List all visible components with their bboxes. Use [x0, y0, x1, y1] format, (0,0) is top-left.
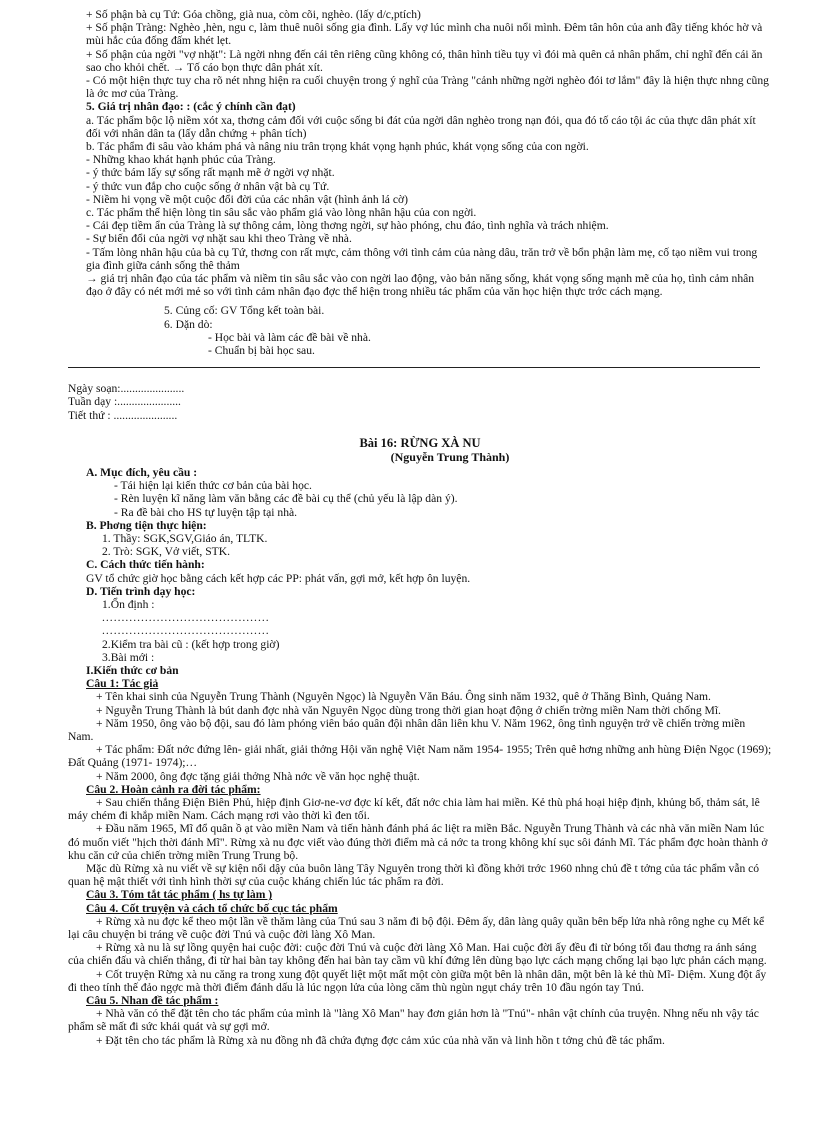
paragraph-line: - Niềm hi vọng về một cuộc đổi đời của các nhân vật (hình ảnh lá cờ): [86, 192, 408, 206]
paragraph-line: 1. Thầy: SGK,SGV,Giáo án, TLTK.: [102, 531, 268, 545]
paragraph-line: + Năm 2000, ông đợc tặng giải thởng Nhà nớc về văn học nghệ thuật.: [96, 769, 420, 783]
paragraph-line: - ý thức vun đắp cho cuộc sống ở nhân vật bà cụ Tứ.: [86, 179, 330, 193]
period-number: Tiết thứ : ......................: [68, 408, 178, 422]
lesson-plan-body: [68, 466, 772, 1047]
paragraph-line: - Có một hiện thực tuy cha rõ nét nhng hiện ra cuối chuyện trong ý nghĩ của Tràng "cảnh những ngời nghèo đói tơ lắm" đây là hiện thực nhng cũng là ớc mơ của Tràng.: [86, 74, 769, 101]
homework-item: - Chuẩn bị bài học sau.: [208, 344, 315, 358]
paragraph-line: b. Tác phẩm đi sâu vào khám phá và nâng niu trân trọng khát vọng hạnh phúc, khát vọng sống của con ngời.: [86, 140, 589, 154]
paragraph-line: - Những khao khát hạnh phúc của Tràng.: [86, 153, 276, 167]
paragraph-line: 2.Kiểm tra bài cũ : (kết hợp trong giờ): [102, 637, 280, 651]
paragraph-line: → giá trị nhân đạo của tác phẩm và niềm tin sâu sắc vào con ngời lao động, vào bản năng sống, khát vọng sống mạnh mẽ của họ, tình cảm nhân đạo ở đây có nét mới mẻ so với tình cảm nhân đạo đợc thể hiện trong nhiều tác phẩm của văn học hiện thực trớc cách mạng.: [86, 272, 755, 299]
paragraph-line: + Số phận của ngời "vợ nhặt": Là ngời nhng đến cái tên riêng cũng không có, thân hình tiều tụy vì đói mà quên cả nhân phẩm, chỉ nghĩ đến cái ăn sao cho khỏi chết. → Tố cáo bọn thực dân phát xít.: [86, 47, 763, 74]
paragraph-line: + Cốt truyện Rừng xà nu căng ra trong xung đột quyết liệt một mất một còn giữa một bên là nhân dân, một bên là kẻ thù Mĩ- Diệm. Xung đột ấy đi theo tính thế đảo ngợc mà thời điểm đánh dấu là lúc ngọn lửa của lòng căm thù ngùn ngụt cháy trên 10 đầu ngón tay Tnú.: [68, 967, 767, 994]
paragraph-line: - Cái đẹp tiềm ẩn của Tràng là sự thông cảm, lòng thơng ngời, sự hào phóng, chu đáo, tình nghĩa và trách nhiệm.: [86, 219, 609, 233]
teaching-week: Tuần dạy :......................: [68, 395, 181, 409]
paragraph-line: + Tác phẩm: Đất nớc đứng lên- giải nhất, giải thởng Hội văn nghệ Việt Nam năm 1954- 1955; Trên quê hơng những anh hùng Điện Ngọc (1969); Đất Quảng (1971- 1974);…: [68, 743, 772, 770]
paragraph-line: 1.Ổn định :: [102, 597, 155, 611]
homework-item: - Học bài và làm các đề bài về nhà.: [208, 330, 371, 344]
paragraph-line: Câu 5. Nhan đề tác phẩm :: [86, 994, 219, 1008]
paragraph-line: a. Tác phẩm bộc lộ niềm xót xa, thơng cảm đối với cuộc sống bi đát của ngời dân nghèo trong nạn đói, qua đó tố cáo tội ác của thực dân phát xít đối với nhân dân ta (lấy dẫn chứng + phân tích): [86, 113, 756, 140]
paragraph-line: C. Cách thức tiến hành:: [86, 558, 205, 572]
paragraph-line: Câu 3. Tóm tắt tác phẩm ( hs tự làm ): [86, 888, 273, 902]
paragraph-line: GV tổ chức giờ học bằng cách kết hợp các PP: phát vấn, gợi mở, kết hợp ôn luyện.: [86, 571, 471, 585]
paragraph-line: I.Kiến thức cơ bản: [86, 663, 179, 677]
lesson-author: (Nguyễn Trung Thành): [390, 449, 510, 464]
paragraph-line: c. Tác phẩm thể hiện lòng tin sâu sắc vào phẩm giá vào lòng nhân hậu của con ngời.: [86, 206, 477, 220]
paragraph-line: - Sự biến đổi của ngời vợ nhặt sau khi theo Tràng về nhà.: [86, 232, 352, 246]
paragraph-line: - Tấm lòng nhân hậu của bà cụ Tứ, thơng con rất mực, cảm thông với tình cảm của nàng dâu, trăn trở về bổn phận làm mẹ, cố tạo niềm vui trong gia đình giữa cảnh sống thê thảm: [86, 245, 758, 272]
paragraph-line: ...........................................: [102, 624, 270, 638]
paragraph-line: - Tái hiện lại kiến thức cơ bản của bài học.: [114, 479, 312, 493]
paragraph-line: 2. Trò: SGK, Vở viết, STK.: [102, 545, 231, 559]
paragraph-line: Mặc dù Rừng xà nu viết về sự kiện nổi dậy của buôn làng Tây Nguyên trong thời kì đồng khởi trớc 1960 nhng chủ đề t tởng của tác phẩm vẫn có quan hệ mật thiết với tình hình thời sự của cuộc kháng chiến lúc tác phẩm ra đời.: [68, 861, 760, 889]
paragraph-line: + Sau chiến thắng Điện Biên Phủ, hiệp định Giơ-ne-vơ đợc kí kết, đất nớc chia làm hai miền. Kẻ thù phá hoại hiệp định, khủng bố, thảm sát, lê máy chém đi khắp miền Nam. Cách mạng rơi vào thời kì đen tối.: [68, 795, 760, 823]
paragraph-line: - ý thức bám lấy sự sống rất mạnh mẽ ở ngời vợ nhặt.: [86, 166, 335, 180]
paragraph-line: + Đầu năm 1965, Mĩ đổ quân ồ ạt vào miền Nam và tiến hành đánh phá ác liệt ra miền Bắc. Nguyễn Trung Thành và các nhà văn miền Nam lúc đó muốn viết "hịch thời đánh Mĩ". Rừng xà nu đợc viết vào đúng thời điểm mà cả nớc ta trong không khí sục sôi đánh Mĩ. Tác phẩm đợc hoàn thành ở khu căn cứ của chiến trờng miền Trung Trung bộ.: [68, 822, 768, 862]
paragraph-line: + Rừng xà nu đợc kể theo một lần về thăm làng của Tnú sau 3 năm đi bộ đội. Đêm ấy, dân làng quây quần bên bếp lửa nhà rông nghe cụ Mết kể lại câu chuyện bi tráng về cuộc đời Tnú và cuộc đời làng Xô Man.: [68, 914, 765, 941]
lesson-content-continued: [68, 8, 772, 298]
consolidate-line: 5. Củng cố: GV Tổng kết toàn bài.: [164, 304, 325, 318]
paragraph-line: B. Phơng tiện thực hiện:: [86, 518, 207, 532]
paragraph-line: ...........................................: [102, 611, 270, 625]
paragraph-line: Câu 1: Tác giả: [86, 677, 159, 691]
paragraph-line: + Đặt tên cho tác phẩm là Rừng xà nu đồng nh đã chứa đựng đợc cảm xúc của nhà văn và linh hồn t tởng chủ đề tác phẩm.: [96, 1033, 665, 1047]
paragraph-line: D. Tiến trình dạy học:: [86, 584, 196, 598]
lesson-title: Bài 16: RỪNG XÀ NU: [359, 435, 481, 450]
paragraph-line: + Nguyễn Trung Thành là bút danh đợc nhà văn Nguyên Ngọc dùng trong thời gian hoạt động ở chiến trờng miền Nam thời chống Mĩ.: [96, 703, 721, 717]
paragraph-line: + Tên khai sinh của Nguyễn Trung Thành (Nguyên Ngọc) là Nguyễn Văn Báu. Ông sinh năm 1932, quê ở Thăng Bình, Quảng Nam.: [96, 690, 711, 704]
paragraph-line: + Rừng xà nu là sự lồng quyện hai cuộc đời: cuộc đời Tnú và cuộc đời làng Xô Man. Hai cuộc đời ấy đều đi từ bóng tối đau thơng ra ánh sáng của chiến đấu và chiến thắng, đi từ hai bàn tay không đến hai bàn tay cầm vũ khí đứng lên dùng bạo lực cách mạng chống lại bạo lực phản cách mạng.: [68, 941, 767, 968]
paragraph-line: - Rèn luyện kĩ năng làm văn bằng các đề bài cụ thể (chủ yếu là lập dàn ý).: [114, 492, 458, 506]
paragraph-line: 5. Giá trị nhân đạo: : (cắc ý chính cần đạt): [86, 100, 296, 114]
paragraph-line: A. Mục đích, yêu cầu :: [86, 465, 198, 479]
paragraph-line: Câu 2. Hoàn cảnh ra đời tác phẩm:: [86, 782, 261, 796]
paragraph-line: Câu 4. Cốt truyện và cách tổ chức bố cục tác phẩm: [86, 901, 338, 915]
document-page: [68, 8, 772, 1047]
homework-title: 6. Dặn dò:: [164, 317, 213, 331]
paragraph-line: + Năm 1950, ông vào bộ đội, sau đó làm phóng viên báo quân đội nhân dân liên khu V. Năm 1962, ông tình nguyện trở về chiến trờng miền Nam.: [68, 716, 746, 743]
prep-date: Ngày soạn:......................: [68, 382, 185, 396]
paragraph-line: + Số phận bà cụ Tứ: Góa chồng, già nua, còm cõi, nghèo. (lấy d/c,ptích): [86, 8, 421, 21]
paragraph-line: 3.Bài mới :: [102, 650, 155, 664]
paragraph-line: + Số phận Tràng: Nghèo ,hèn, ngu c, làm thuê nuôi sống gia đình. Lấy vợ lúc mình cha nuôi nổi mình. Đêm tân hôn của anh đầy tiếng khóc hờ và mùi hắc của đống đấm khét lẹt.: [86, 21, 763, 48]
paragraph-line: + Nhà văn có thể đặt tên cho tác phẩm của mình là "làng Xô Man" hay đơn giản hơn là "Tnú"- nhân vật chính của truyện. Nhng nếu nh vậy tác phẩm sẽ mất đi sức khái quát và sự gợi mở.: [68, 1007, 759, 1034]
paragraph-line: - Ra đề bài cho HS tự luyện tập tại nhà.: [114, 505, 298, 519]
